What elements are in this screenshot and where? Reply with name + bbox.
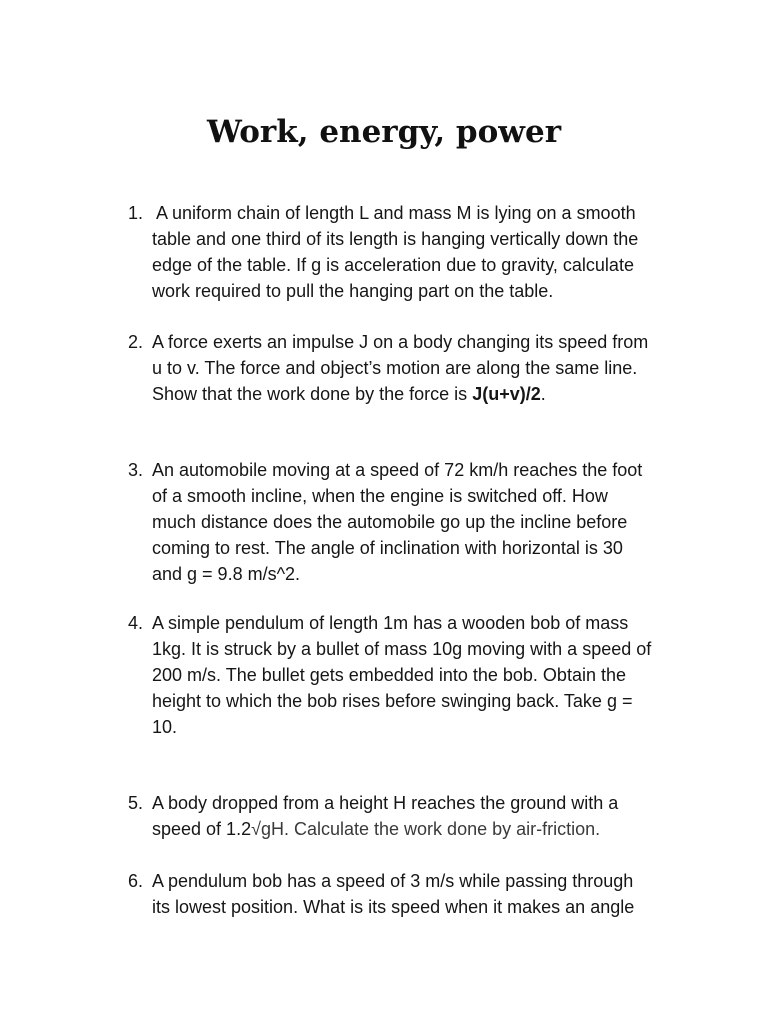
question-line: u to v. The force and object’s motion are along the same line. xyxy=(152,358,638,378)
question-line: much distance does the automobile go up the incline before xyxy=(152,512,628,532)
question-4 xyxy=(128,610,688,740)
question-line: 10. xyxy=(152,717,178,737)
question-line: An automobile moving at a speed of 72 km/h reaches the foot xyxy=(152,460,643,480)
sentence-end: . xyxy=(540,384,546,404)
question-line-start: speed of 1.2 xyxy=(152,819,252,839)
question-line: Show that the work done by the force is xyxy=(152,384,473,404)
question-text xyxy=(152,610,688,740)
question-5 xyxy=(128,790,688,842)
question-number: 5. xyxy=(128,793,144,813)
question-line: work required to pull the hanging part on the table. xyxy=(152,281,554,301)
question-line: of a smooth incline, when the engine is switched off. How xyxy=(152,486,608,506)
question-line: edge of the table. If g is acceleration due to gravity, calculate xyxy=(152,255,634,275)
question-line: A pendulum bob has a speed of 3 m/s while passing through xyxy=(152,871,634,891)
question-2 xyxy=(128,329,688,407)
question-text xyxy=(152,329,688,407)
question-line: A uniform chain of length L and mass M is lying on a smooth xyxy=(152,203,636,223)
question-line: table and one third of its length is hanging vertically down the xyxy=(152,229,639,249)
question-text xyxy=(152,868,688,920)
question-line-rest: √gH. Calculate the work done by air-friction. xyxy=(251,819,601,839)
question-text xyxy=(152,457,688,587)
question-line: coming to rest. The angle of inclination with horizontal is 30 xyxy=(152,538,623,558)
question-line: A force exerts an impulse J on a body changing its speed from xyxy=(152,332,649,352)
question-text xyxy=(152,790,688,842)
document-title: Work, energy, power xyxy=(206,114,562,150)
question-line: 200 m/s. The bullet gets embedded into the bob. Obtain the xyxy=(152,665,626,685)
question-line: its lowest position. What is its speed when it makes an angle xyxy=(152,897,635,917)
question-number: 4. xyxy=(128,613,144,633)
question-3 xyxy=(128,457,688,587)
question-text xyxy=(152,200,688,304)
question-1 xyxy=(128,200,688,304)
question-line-with-formula xyxy=(152,381,688,407)
question-6 xyxy=(128,868,688,920)
question-line: 1kg. It is struck by a bullet of mass 10g moving with a speed of xyxy=(152,639,652,659)
question-line: A simple pendulum of length 1m has a wooden bob of mass xyxy=(152,613,629,633)
question-number: 1. xyxy=(128,203,144,223)
question-line: A body dropped from a height H reaches the ground with a xyxy=(152,793,619,813)
question-number: 3. xyxy=(128,460,144,480)
question-number: 2. xyxy=(128,332,144,352)
formula: J(u+v)/2 xyxy=(472,384,541,404)
question-line: and g = 9.8 m/s^2. xyxy=(152,564,301,584)
question-line-mixed xyxy=(152,816,688,842)
question-line: height to which the bob rises before swinging back. Take g = xyxy=(152,691,633,711)
question-number: 6. xyxy=(128,871,144,891)
